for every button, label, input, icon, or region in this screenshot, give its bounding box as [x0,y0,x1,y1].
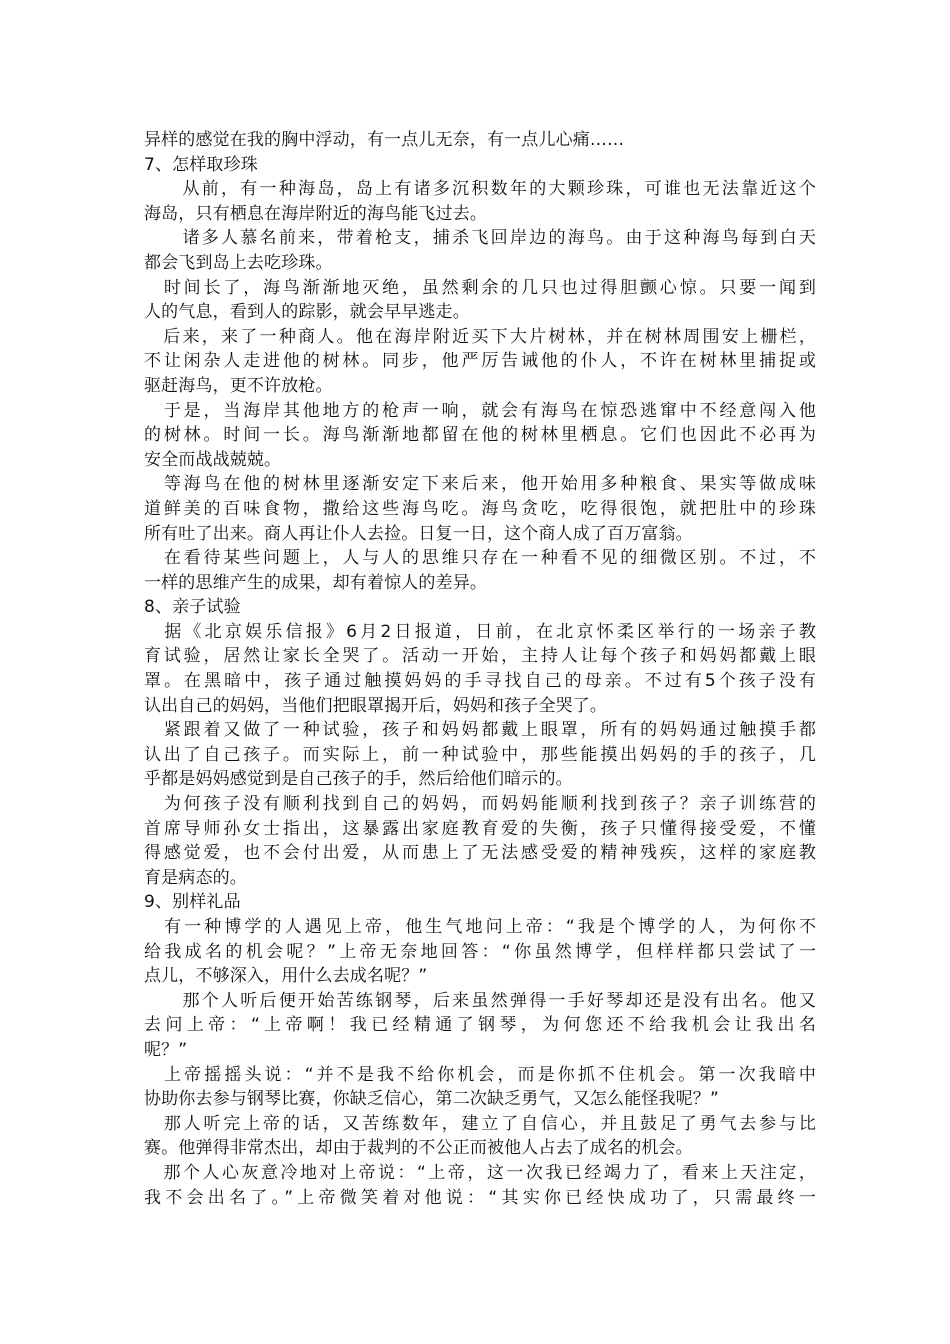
text-line: 给我成名的机会呢？”上帝无奈地回答：“你虽然博学，但样样都只尝试了一 [144,941,816,962]
text-line: 我不会出名了。”上帝微笑着对他说：“其实你已经快成功了，只需最终一 [144,1187,816,1208]
text-line: 赛。他弹得非常杰出，却由于裁判的不公正而被他人占去了成名的机会。 [144,1138,693,1159]
text-line: 为何孩子没有顺利找到自己的妈妈，而妈妈能顺利找到孩子？亲子训练营的 [144,794,816,815]
text-line: 等海鸟在他的树林里逐渐安定下来后来，他开始用多种粮食、果实等做成味 [144,474,816,495]
text-line: 乎都是妈妈感觉到是自己孩子的手，然后给他们暗示的。 [144,769,573,790]
text-line: 据《北京娱乐信报》6月2日报道，日前，在北京怀柔区举行的一场亲子教 [144,621,816,642]
text-line: 认出自己的妈妈，当他们把眼罩揭开后，妈妈和孩子全哭了。 [144,695,608,716]
text-line: 道鲜美的百味食物，撒给这些海鸟吃。海鸟贪吃，吃得很饱，就把肚中的珍珠 [144,498,816,519]
text-line: 育是病态的。 [144,867,247,888]
text-line: 呢？” [144,1039,188,1060]
text-line: 一样的思维产生的成果，却有着惊人的差异。 [144,572,487,593]
text-line: 那个人听后便开始苦练钢琴，后来虽然弹得一手好琴却还是没有出名。他又 [144,990,816,1011]
text-line: 驱赶海鸟，更不许放枪。 [144,375,333,396]
text-line: 所有吐了出来。商人再让仆人去捡。日复一日，这个商人成了百万富翁。 [144,523,693,544]
text-line: 海岛，只有栖息在海岸附近的海鸟能飞过去。 [144,203,487,224]
text-line: 协助你去参与钢琴比赛，你缺乏信心，第二次缺乏勇气，又怎么能怪我呢？” [144,1089,719,1110]
section-heading: 9、别样礼品 [144,892,241,913]
text-line: 那人听完上帝的话，又苦练数年，建立了自信心，并且鼓足了勇气去参与比 [144,1113,816,1134]
text-line: 不让闲杂人走进他的树林。同步，他严厉告诫他的仆人，不许在树林里捕捉或 [144,351,816,372]
text-line: 上帝摇摇头说：“并不是我不给你机会，而是你抓不住机会。第一次我暗中 [144,1064,816,1085]
section-heading: 8、亲子试验 [144,597,241,618]
text-line: 时间长了，海鸟渐渐地灭绝，虽然剩余的几只也过得胆颤心惊。只要一闻到 [144,277,816,298]
text-line: 育试验，居然让家长全哭了。活动一开始，主持人让每个孩子和妈妈都戴上眼 [144,646,816,667]
text-line: 首席导师孙女士指出，这暴露出家庭教育爱的失衡，孩子只懂得接受爱，不懂 [144,818,816,839]
text-line: 从前，有一种海岛，岛上有诸多沉积数年的大颗珍珠，可谁也无法靠近这个 [144,179,816,200]
text-line: 认出了自己孩子。而实际上，前一种试验中，那些能摸出妈妈的手的孩子，几 [144,744,816,765]
text-line: 诸多人慕名前来，带着枪支，捕杀飞回岸边的海鸟。由于这种海鸟每到白天 [144,228,816,249]
section-heading: 7、怎样取珍珠 [144,154,258,175]
document-page [144,128,816,1210]
text-line: 在看待某些问题上，人与人的思维只存在一种看不见的细微区别。不过，不 [144,548,816,569]
text-line: 异样的感觉在我的胸中浮动，有一点儿无奈，有一点儿心痛…… [144,130,625,150]
text-line: 去问上帝：“上帝啊！我已经精通了钢琴，为何您还不给我机会让我出名 [144,1015,816,1036]
text-line: 紧跟着又做了一种试验，孩子和妈妈都戴上眼罩，所有的妈妈通过触摸手都 [144,720,816,741]
text-line: 于是，当海岸其他地方的枪声一响，就会有海鸟在惊恐逃窜中不经意闯入他 [144,400,816,421]
text-line: 都会飞到岛上去吃珍珠。 [144,252,333,273]
text-line: 后来，来了一种商人。他在海岸附近买下大片树林，并在树林周围安上栅栏， [144,326,816,347]
text-line: 点儿，不够深入，用什么去成名呢？” [144,966,428,987]
text-line: 得感觉爱，也不会付出爱，从而患上了无法感受爱的精神残疾，这样的家庭教 [144,843,816,864]
text-line: 安全而战战兢兢。 [144,449,282,470]
text-line: 那个人心灰意冷地对上帝说：“上帝，这一次我已经竭力了，看来上天注定， [144,1162,816,1183]
text-line: 人的气息，看到人的踪影，就会早早逃走。 [144,302,470,323]
text-line: 罩。在黑暗中，孩子通过触摸妈妈的手寻找自己的母亲。不过有5个孩子没有 [144,671,816,692]
text-line: 的树林。时间一长。海鸟渐渐地都留在他的树林里栖息。它们也因此不必再为 [144,425,816,446]
text-line: 有一种博学的人遇见上帝，他生气地问上帝：“我是个博学的人，为何你不 [144,917,816,937]
